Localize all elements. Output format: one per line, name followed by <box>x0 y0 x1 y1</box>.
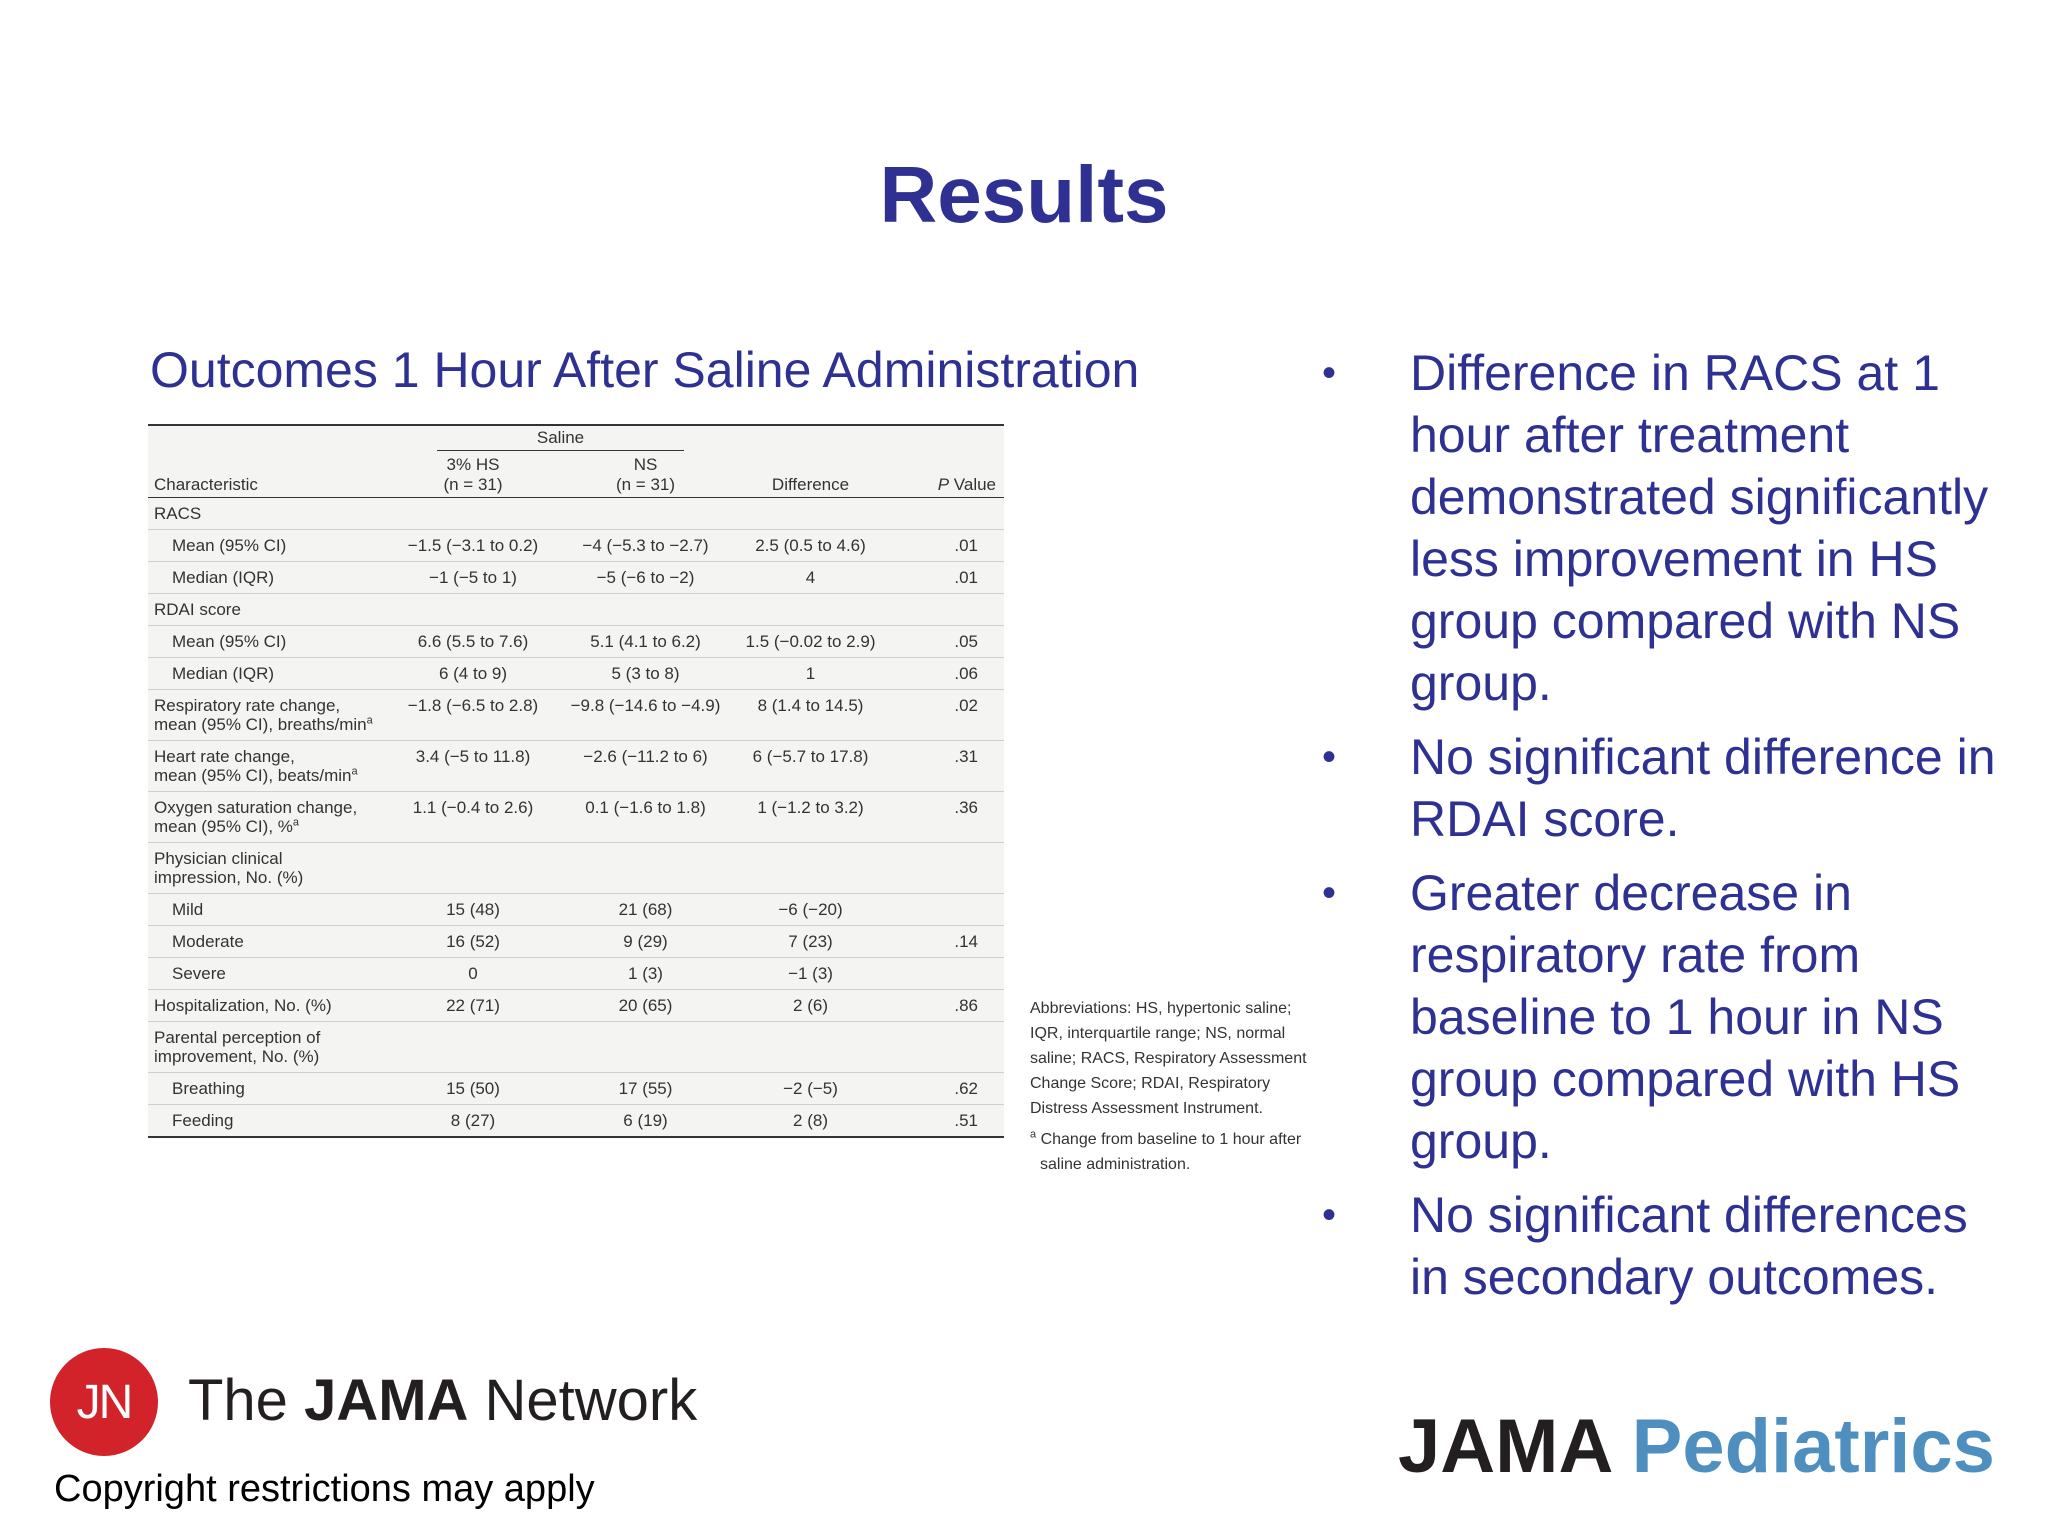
cell-hs: 22 (71) <box>388 990 558 1022</box>
cell-p-value: .05 <box>888 626 1004 658</box>
cell-ns: 9 (29) <box>558 926 733 958</box>
cell-hs <box>388 1022 558 1073</box>
cell-difference: 7 (23) <box>733 926 888 958</box>
table-row <box>148 990 1004 1022</box>
cell-difference: 2.5 (0.5 to 4.6) <box>733 530 888 562</box>
cell-p-value: .36 <box>888 792 1004 843</box>
bullet-dot-icon: • <box>1322 871 1337 915</box>
bullet-dot-icon: • <box>1322 351 1337 395</box>
table-row <box>148 1073 1004 1105</box>
cell-hs: 1.1 (−0.4 to 2.6) <box>388 792 558 843</box>
jama-network-wordmark: The JAMA Network <box>188 1368 698 1433</box>
table-row <box>148 926 1004 958</box>
header-p-value: P Value <box>888 453 1004 498</box>
cell-p-value <box>888 498 1004 530</box>
cell-difference: 4 <box>733 562 888 594</box>
table-row <box>148 1022 1004 1073</box>
cell-ns: 1 (3) <box>558 958 733 990</box>
cell-ns: −9.8 (−14.6 to −4.9) <box>558 690 733 741</box>
table-row <box>148 626 1004 658</box>
row-label: Heart rate change, mean (95% CI), beats/$\min^a$ <box>148 741 388 792</box>
cell-ns: 0.1 (−1.6 to 1.8) <box>558 792 733 843</box>
cell-hs <box>388 594 558 626</box>
cell-difference: 1.5 (−0.02 to 2.9) <box>733 626 888 658</box>
cell-p-value <box>888 843 1004 894</box>
row-label: RDAI score <box>148 594 388 626</box>
row-label: Moderate <box>148 926 388 958</box>
cell-ns <box>558 843 733 894</box>
cell-ns: −2.6 (−11.2 to 6) <box>558 741 733 792</box>
table-body <box>148 498 1004 1138</box>
cell-p-value <box>888 958 1004 990</box>
row-label: Mild <box>148 894 388 926</box>
cell-difference: 6 (−5.7 to 17.8) <box>733 741 888 792</box>
cell-hs: 6.6 (5.5 to 7.6) <box>388 626 558 658</box>
row-label: Severe <box>148 958 388 990</box>
cell-p-value <box>888 894 1004 926</box>
table-row <box>148 690 1004 741</box>
slide-title: Results <box>879 150 1169 239</box>
cell-p-value: .31 <box>888 741 1004 792</box>
results-table <box>148 424 1004 1138</box>
table-row <box>148 741 1004 792</box>
cell-p-value: .06 <box>888 658 1004 690</box>
cell-p-value <box>888 1022 1004 1073</box>
table-row <box>148 843 1004 894</box>
row-label: RACS <box>148 498 388 530</box>
table-row <box>148 1105 1004 1138</box>
header-characteristic: Characteristic <box>148 453 388 498</box>
table-row <box>148 792 1004 843</box>
cell-difference: 1 (−1.2 to 3.2) <box>733 792 888 843</box>
abbreviations-note: Abbreviations: HS, hypertonic saline; IQR, interquartile range; NS, normal saline; RACS, Respiratory Assessment Change Score; RDAI, Respiratory Distress Assessment Instrument. <box>1030 1000 1307 1117</box>
cell-ns <box>558 1022 733 1073</box>
jn-logo-icon: JN <box>50 1348 158 1456</box>
cell-ns: −4 (−5.3 to −2.7) <box>558 530 733 562</box>
row-label: Physician clinical impression, No. (%) <box>148 843 388 894</box>
table-header-row <box>148 453 1004 498</box>
cell-p-value: .51 <box>954 1111 979 1130</box>
cell-difference <box>733 498 888 530</box>
table-footnotes <box>1030 996 1310 1177</box>
table-row <box>148 894 1004 926</box>
cell-difference: −1 (3) <box>733 958 888 990</box>
table-row <box>148 658 1004 690</box>
finding-bullet: • No significant differences in secondary outcomes. <box>1322 1184 2012 1308</box>
row-label: Parental perception of improvement, No. (%) <box>148 1022 388 1073</box>
cell-p-value: .01 <box>888 562 1004 594</box>
header-difference: Difference <box>733 453 888 498</box>
cell-difference <box>733 594 888 626</box>
row-label: Median (IQR) <box>148 658 388 690</box>
cell-difference <box>733 843 888 894</box>
cell-difference: 2 (8) <box>793 1111 828 1130</box>
header-ns: NS (n = 31) <box>558 453 733 498</box>
cell-p-value: .02 <box>888 690 1004 741</box>
cell-ns: 20 (65) <box>558 990 733 1022</box>
row-label: Mean (95% CI) <box>148 626 388 658</box>
row-label: Hospitalization, No. (%) <box>148 990 388 1022</box>
cell-ns: −5 (−6 to −2) <box>558 562 733 594</box>
table-row <box>148 530 1004 562</box>
header-hs: 3% HS (n = 31) <box>388 453 558 498</box>
bullet-dot-icon: • <box>1322 735 1337 779</box>
finding-bullet: • Difference in RACS at 1 hour after treatment demonstrated significantly less improvement in HS group compared with NS group. <box>1322 342 2012 714</box>
row-label: Oxygen saturation change, mean (95% CI), %$^a$ <box>148 792 388 843</box>
cell-ns: 5.1 (4.1 to 6.2) <box>558 626 733 658</box>
row-label: Median (IQR) <box>148 562 388 594</box>
finding-bullet: • Greater decrease in respiratory rate from baseline to 1 hour in NS group compared with HS group. <box>1322 862 2012 1172</box>
cell-p-value <box>888 594 1004 626</box>
cell-ns: 21 (68) <box>558 894 733 926</box>
cell-ns: 17 (55) <box>558 1073 733 1105</box>
table-heading: Outcomes 1 Hour After Saline Administration <box>150 342 1140 398</box>
jama-pediatrics-logo: JAMA Pediatrics <box>1398 1404 1995 1489</box>
cell-ns <box>558 498 733 530</box>
cell-hs: 3.4 (−5 to 11.8) <box>388 741 558 792</box>
table-header-row-saline <box>148 425 1004 453</box>
cell-hs: 15 (50) <box>388 1073 558 1105</box>
cell-difference: −6 (−20) <box>733 894 888 926</box>
finding-bullet: • No significant difference in RDAI score. <box>1322 726 2012 850</box>
cell-hs: −1.8 (−6.5 to 2.8) <box>388 690 558 741</box>
cell-ns: 6 (19) <box>623 1111 668 1130</box>
cell-p-value: .14 <box>888 926 1004 958</box>
table-row <box>148 958 1004 990</box>
row-label: Breathing <box>148 1073 388 1105</box>
cell-hs: 0 <box>388 958 558 990</box>
table-row <box>148 562 1004 594</box>
cell-ns <box>558 594 733 626</box>
cell-hs <box>388 843 558 894</box>
cell-hs: 16 (52) <box>388 926 558 958</box>
table-row <box>148 498 1004 530</box>
bullet-dot-icon: • <box>1322 1193 1337 1237</box>
cell-difference: 1 <box>733 658 888 690</box>
table-row <box>148 594 1004 626</box>
cell-difference: 2 (6) <box>733 990 888 1022</box>
cell-hs: 8 (27) <box>450 1111 496 1130</box>
change-footnote: $^a$ Change from baseline to 1 hour after saline administration. <box>1030 1128 1302 1173</box>
cell-hs: 15 (48) <box>388 894 558 926</box>
cell-p-value: .62 <box>888 1073 1004 1105</box>
cell-hs: −1 (−5 to 1) <box>388 562 558 594</box>
saline-group-header: Saline <box>388 425 733 453</box>
row-label: Mean (95% CI) <box>148 530 388 562</box>
cell-hs: 6 (4 to 9) <box>388 658 558 690</box>
cell-difference <box>733 1022 888 1073</box>
cell-hs <box>388 498 558 530</box>
cell-difference: 8 (1.4 to 14.5) <box>733 690 888 741</box>
findings-bullet-list <box>1322 342 2012 1320</box>
cell-difference: −2 (−5) <box>733 1073 888 1105</box>
results-table-container <box>148 424 1004 1138</box>
cell-p-value: .01 <box>888 530 1004 562</box>
copyright-notice: Copyright restrictions may apply <box>54 1468 595 1510</box>
cell-hs: −1.5 (−3.1 to 0.2) <box>388 530 558 562</box>
cell-ns: 5 (3 to 8) <box>558 658 733 690</box>
row-label: Feeding <box>172 1111 234 1130</box>
row-label: Respiratory rate change, mean (95% CI), breaths/$\min^a$ <box>148 690 388 741</box>
cell-p-value: .86 <box>888 990 1004 1022</box>
